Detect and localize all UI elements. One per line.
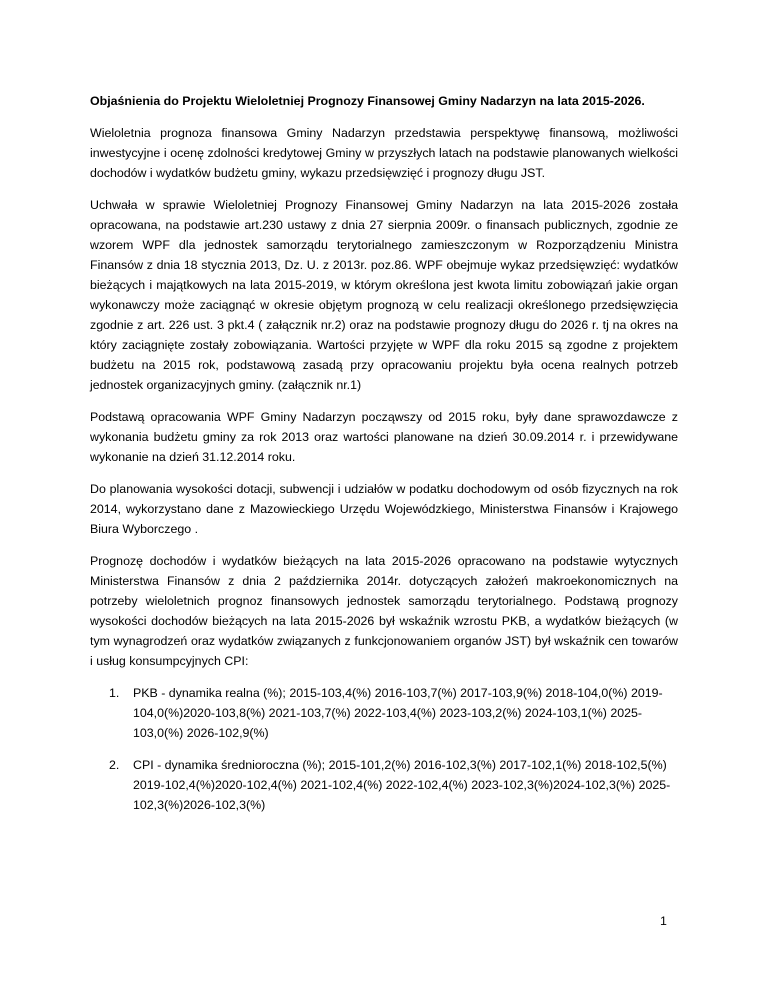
list-item <box>109 755 678 815</box>
list-item-number: 1. <box>109 686 120 700</box>
paragraph-resolution: Uchwała w sprawie Wieloletniej Prognozy Finansowej Gminy Nadarzyn na lata 2015-2026 została opracowana, na podstawie art.230 ustawy z dnia 27 sierpnia 2009r. o finansach publicznych, zgodnie ze wzorem WPF dla jednostek samorządu terytorialnego zamieszczonym w Rozporządzeniu Ministra Finansów z dnia 18 stycznia 2013, Dz. U. z 2013r. poz.86. WPF obejmuje wykaz przedsięwzięć: wydatków bieżących i majątkowych na lata 2015-2019, w którym określona jest kwota limitu zobowiązań jakie organ wykonawczy może zaciągnąć w okresie objętym prognozą w celu realizacji określonego przedsięwzięcia zgodnie z art. 226 ust. 3 pkt.4 ( załącznik nr.2) oraz na podstawie prognozy długu do 2026 r. tj na okres na który zaciągnięte zostały zobowiązania. Wartości przyjęte w WPF dla roku 2015 są zgodne z projektem budżetu na 2015 rok, podstawową zasadą przy opracowaniu projektu była ocena realnych potrzeb jednostek organizacyjnych gminy. (załącznik nr.1) <box>90 198 678 392</box>
paragraph-basis: Podstawą opracowania WPF Gminy Nadarzyn począwszy od 2015 roku, były dane sprawozdawcze z wykonania budżetu gminy za rok 2013 oraz wartości planowane na dzień 30.09.2014 r. i przewidywane wykonanie na dzień 31.12.2014 roku. <box>90 410 678 464</box>
document-page <box>90 91 678 827</box>
list-item <box>109 683 678 743</box>
list-item-number: 2. <box>109 758 120 772</box>
paragraph-grants: Do planowania wysokości dotacji, subwencji i udziałów w podatku dochodowym od osób fizycznych na rok 2014, wykorzystano dane z Mazowieckiego Urzędu Wojewódzkiego, Ministerstwa Finansów i Krajowego Biura Wyborczego . <box>90 482 678 536</box>
paragraph-forecast: Prognozę dochodów i wydatków bieżących na lata 2015-2026 opracowano na podstawie wytycznych Ministerstwa Finansów z dnia 2 października 2014r. dotyczących założeń makroekonomicznych na potrzeby wieloletnich prognoz finansowych jednostek samorządu terytorialnego. Podstawą prognozy wysokości dochodów bieżących na lata 2015-2026 był wskaźnik wzrostu PKB, a wydatków bieżących (w tym wynagrodzeń oraz wydatków związanych z funkcjonowaniem organów JST) był wskaźnik cen towarów i usług konsumpcyjnych CPI: <box>90 554 678 668</box>
page-number: 1 <box>660 914 667 928</box>
indicator-list <box>90 683 678 815</box>
list-item-text: CPI - dynamika średnioroczna (%); 2015-101,2(%) 2016-102,3(%) 2017-102,1(%) 2018-102,5(%) 2019-102,4(%)2020-102,4(%) 2021-102,4(%) 2022-102,4(%) 2023-102,3(%)2024-102,3(%) 2025-102,3(%)2026-102,3(%) <box>133 758 671 812</box>
list-item-text: PKB - dynamika realna (%); 2015-103,4(%) 2016-103,7(%) 2017-103,9(%) 2018-104,0(%) 2019-104,0(%)2020-103,8(%) 2021-103,7(%) 2022-103,4(%) 2023-103,2(%) 2024-103,1(%) 2025-103,0(%) 2026-102,9(%) <box>133 686 663 740</box>
document-title: Objaśnienia do Projektu Wieloletniej Prognozy Finansowej Gminy Nadarzyn na lata 2015-2026. <box>90 94 645 108</box>
paragraph-intro: Wieloletnia prognoza finansowa Gminy Nadarzyn przedstawia perspektywę finansową, możliwości inwestycyjne i ocenę zdolności kredytowej Gminy w przyszłych latach na podstawie planowanych wielkości dochodów i wydatków budżetu gminy, wykazu przedsięwzięć i prognozy długu JST. <box>90 126 678 180</box>
